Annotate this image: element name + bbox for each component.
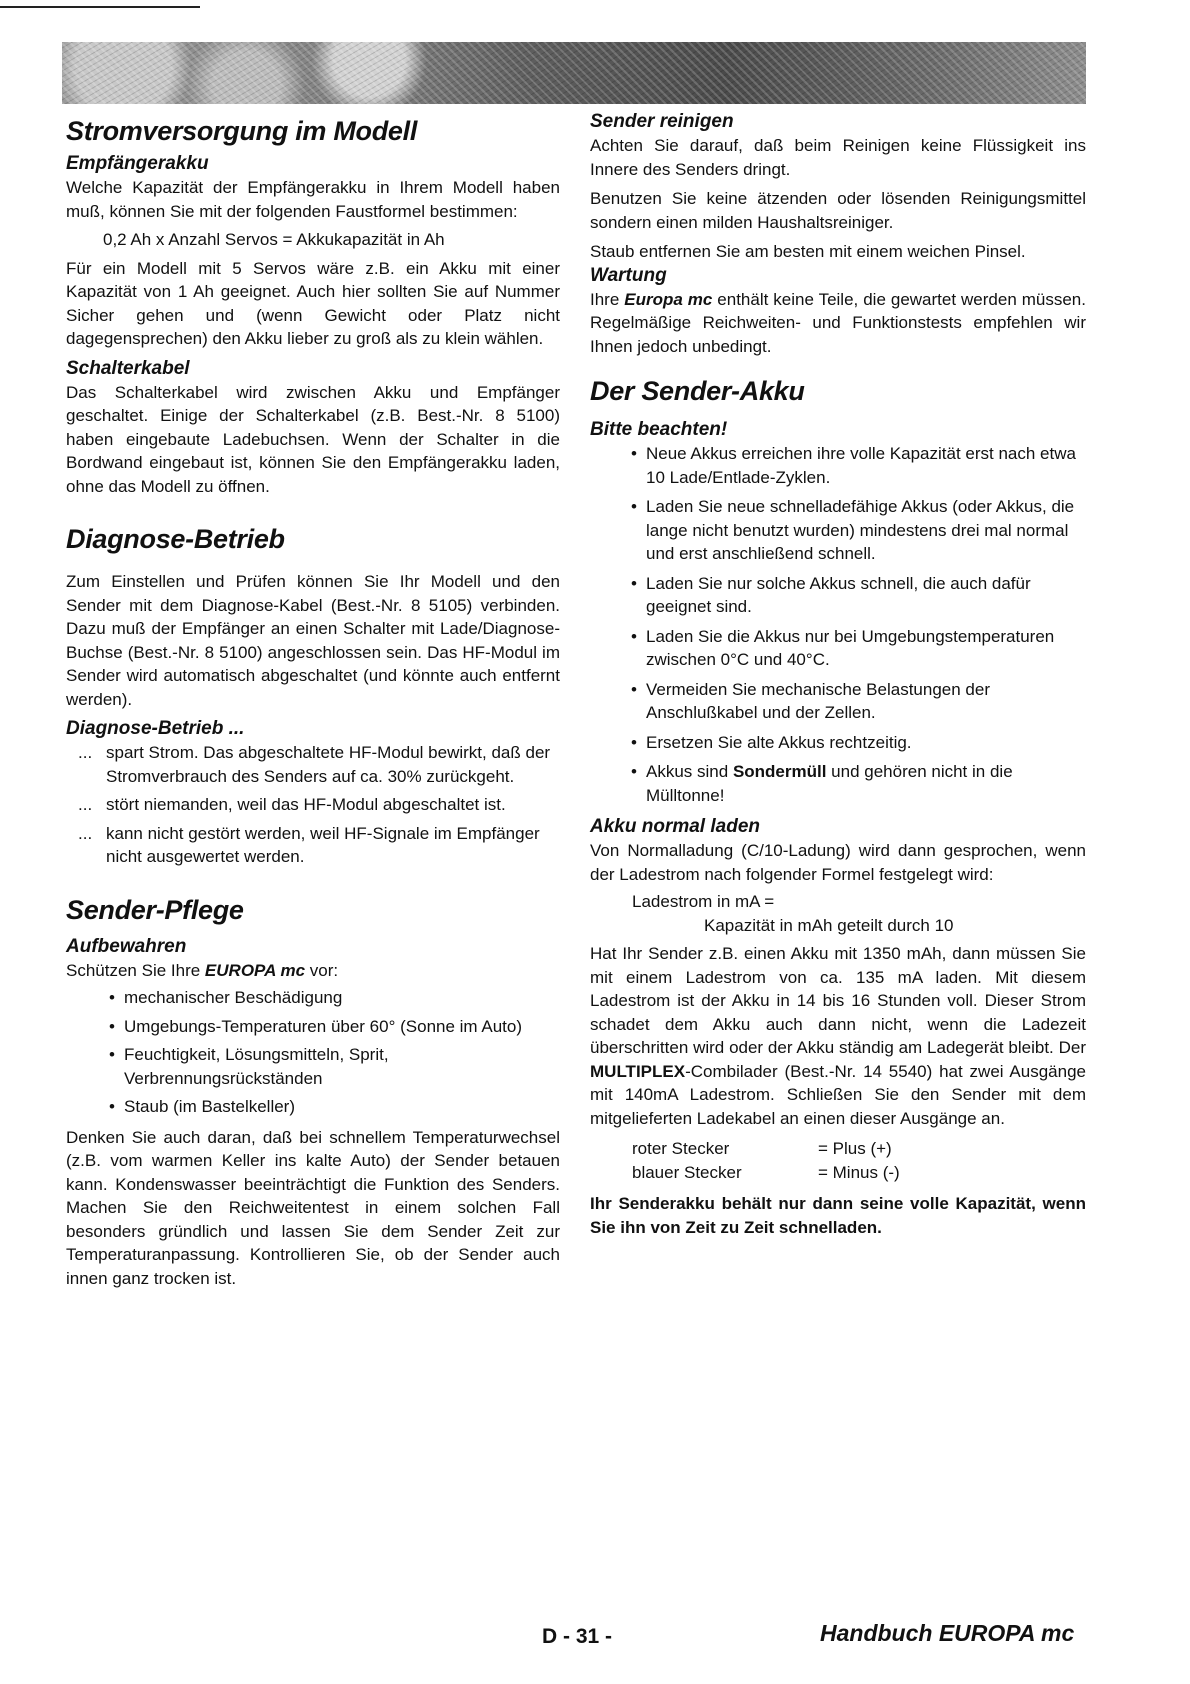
footer-manual-title: Handbuch EUROPA mc [820,1620,1075,1646]
paragraph-diagnose: Zum Einstellen und Prüfen können Sie Ihr Modell und den Sender mit dem Diagnose-Kabel (Best.-Nr. 8 5105) verbinden. Dazu muß der Empfänger an einen Schalter mit Lade/Diagnose-Buchse (Best.-Nr. 8 5100) angeschlossen sein. Das HF-Modul im Sender wird automatisch abgeschaltet (und könnte auch entfernt werden). [66,572,560,709]
list-item: • Laden Sie neue schnelladefähige Akkus (oder Akkus, die lange nicht benutzt wurden) mindestens drei mal normal und erst anschließend schnell. [590,495,1086,566]
subheading-empfaengerakku: Empfängerakku [66,153,209,174]
list-item: • Akkus sind Sondermüll und gehören nicht in die Mülltonne! [590,760,1086,807]
section-title-diagnose: Diagnose-Betrieb [66,524,285,554]
paragraph-ladestrom: Hat Ihr Sender z.B. einen Akku mit 1350 mAh, dann müssen Sie mit einem Ladestrom von ca. 135 mA laden. Mit diesem Ladestrom ist der Akku in 14 bis 16 Stunden voll. Dieser Strom schadet dem Akku auch dann nicht, wenn die Ladezeit überschritten wird oder der Akku ständig am Ladegerät bleibt. Der MULTIPLEX-Combilader (Best.-Nr. 14 5540) hat zwei Ausgänge mit 140mA Ladestrom. Schließen Sie den Sender mit dem mitgelieferten Ladekabel an einen dieser Ausgänge an. [590,944,1086,1128]
header-banner-image [62,42,1086,104]
plug-row: roter Stecker = Plus (+) [632,1139,892,1158]
list-item: • Umgebungs-Temperaturen über 60° (Sonne im Auto) [66,1015,560,1039]
paragraph-wartung: Ihre Europa mc enthält keine Teile, die gewartet werden müssen. Regelmäßige Reichweiten- und Funktionstests empfehlen wir Ihnen jedoch unbedingt. [590,289,1086,356]
paragraph-reinigen-2: Benutzen Sie keine ätzenden oder lösenden Reinigungsmittel sondern einen milden Haushaltsreiniger. [590,189,1086,232]
list-item: • Laden Sie nur solche Akkus schnell, die auch dafür geeignet sind. [590,572,1086,619]
subheading-schalterkabel: Schalterkabel [66,357,190,379]
subheading-sender-reinigen: Sender reinigen [590,111,734,132]
paragraph-aufbewahren: Denken Sie auch daran, daß bei schnellem Temperaturwechsel (z.B. vom warmen Keller ins kalte Auto) der Sender betauen kann. Kondenswasser beeinträchtigt die Funktion des Senders. Machen Sie den Reichweitentest in einem solchen Fall besonders gründlich und lassen Sie dem Sender Zeit zur Temperaturanpassung. Kontrollieren Sie, ob der Sender auch innen ganz trocken ist. [66,1127,560,1288]
bitte-beachten-list [590,442,1086,807]
section-title-stromversorgung: Stromversorgung im Modell [66,116,418,146]
paragraph-empfaengerakku-2: Für ein Modell mit 5 Servos wäre z.B. ein Akku mit einer Kapazität von 1 Ah geeignet. Auch hier sollten Sie auf Nummer Sicher gehen und (wenn Gewicht oder Platz nicht dagegensprechen) den Akku lieber zu groß als zu klein wählen. [66,258,560,348]
section-title-sender-akku: Der Sender-Akku [590,376,805,406]
list-item: ... stört niemanden, weil das HF-Modul abgeschaltet ist. [66,793,560,817]
list-item: • mechanischer Beschädigung [66,986,560,1010]
paragraph-normalladung: Von Normalladung (C/10-Ladung) wird dann gesprochen, wenn der Ladestrom nach folgender Formel festgelegt wird: [590,841,1086,884]
paragraph-aufbewahren-intro: Schützen Sie Ihre EUROPA mc vor: [66,960,339,980]
list-item: • Staub (im Bastelkeller) [66,1095,560,1119]
paragraph-schalterkabel: Das Schalterkabel wird zwischen Akku und Empfänger geschaltet. Einige der Schalterkabel (z.B. Best.-Nr. 8 5100) haben eingebaute Ladebuchsen. Wenn der Schalter in die Bordwand eingebaut ist, können Sie den Empfängerakku laden, ohne das Modell zu öffnen. [66,382,560,496]
brand-multiplex: MULTIPLEX [590,1061,686,1081]
paragraph-reinigen-3: Staub entfernen Sie am besten mit einem weichen Pinsel. [590,242,1026,261]
plug-table [590,1137,1086,1184]
subheading-diagnose-betrieb: Diagnose-Betrieb ... [66,718,245,739]
paragraph-final-note: Ihr Senderakku behält nur dann seine volle Kapazität, wenn Sie ihn von Zeit zu Zeit schnelladen. [590,1194,1086,1237]
list-item: • Neue Akkus erreichen ihre volle Kapazität erst nach etwa 10 Lade/Entlade-Zyklen. [590,442,1086,489]
aufbewahren-list [66,986,560,1119]
formula-ladestrom-line2: Kapazität in mAh geteilt durch 10 [704,915,954,935]
brand-name: Europa mc [624,289,713,309]
list-item: • Laden Sie die Akkus nur bei Umgebungstemperaturen zwischen 0°C und 40°C. [590,625,1086,672]
subheading-akku-normal-laden: Akku normal laden [590,816,760,837]
section-title-sender-pflege: Sender-Pflege [66,894,244,925]
subheading-bitte-beachten: Bitte beachten! [590,419,728,440]
list-item: ... spart Strom. Das abgeschaltete HF-Modul bewirkt, daß der Stromverbrauch des Senders auf ca. 30% zurückgeht. [66,741,560,788]
subheading-wartung: Wartung [590,264,667,286]
paragraph-empfaengerakku-1: Welche Kapazität der Empfängerakku in Ihrem Modell haben muß, können Sie mit der folgenden Faustformel bestimmen: [66,178,560,221]
list-item: • Ersetzen Sie alte Akkus rechtzeitig. [590,731,1086,755]
brand-name: EUROPA mc [204,960,306,980]
list-item: • Vermeiden Sie mechanische Belastungen der Anschlußkabel und der Zellen. [590,678,1086,725]
diagnose-list [66,741,560,869]
formula-akkukapazitaet: 0,2 Ah x Anzahl Servos = Akkukapazität in Ah [103,230,445,249]
paragraph-reinigen-1: Achten Sie darauf, daß beim Reinigen keine Flüssigkeit ins Innere des Senders dringt. [590,136,1086,179]
top-rule [0,6,200,8]
page-number: D - 31 - [542,1625,613,1648]
list-item: ... kann nicht gestört werden, weil HF-Signale im Empfänger nicht ausgewertet werden. [66,822,560,869]
subheading-aufbewahren: Aufbewahren [66,935,187,957]
left-column [66,110,560,1290]
plug-row: blauer Stecker = Minus (-) [632,1162,900,1182]
list-item: • Feuchtigkeit, Lösungsmitteln, Sprit, Verbrennungsrückständen [66,1043,560,1090]
formula-ladestrom-line1: Ladestrom in mA = [632,892,775,911]
right-column [590,110,1086,1239]
